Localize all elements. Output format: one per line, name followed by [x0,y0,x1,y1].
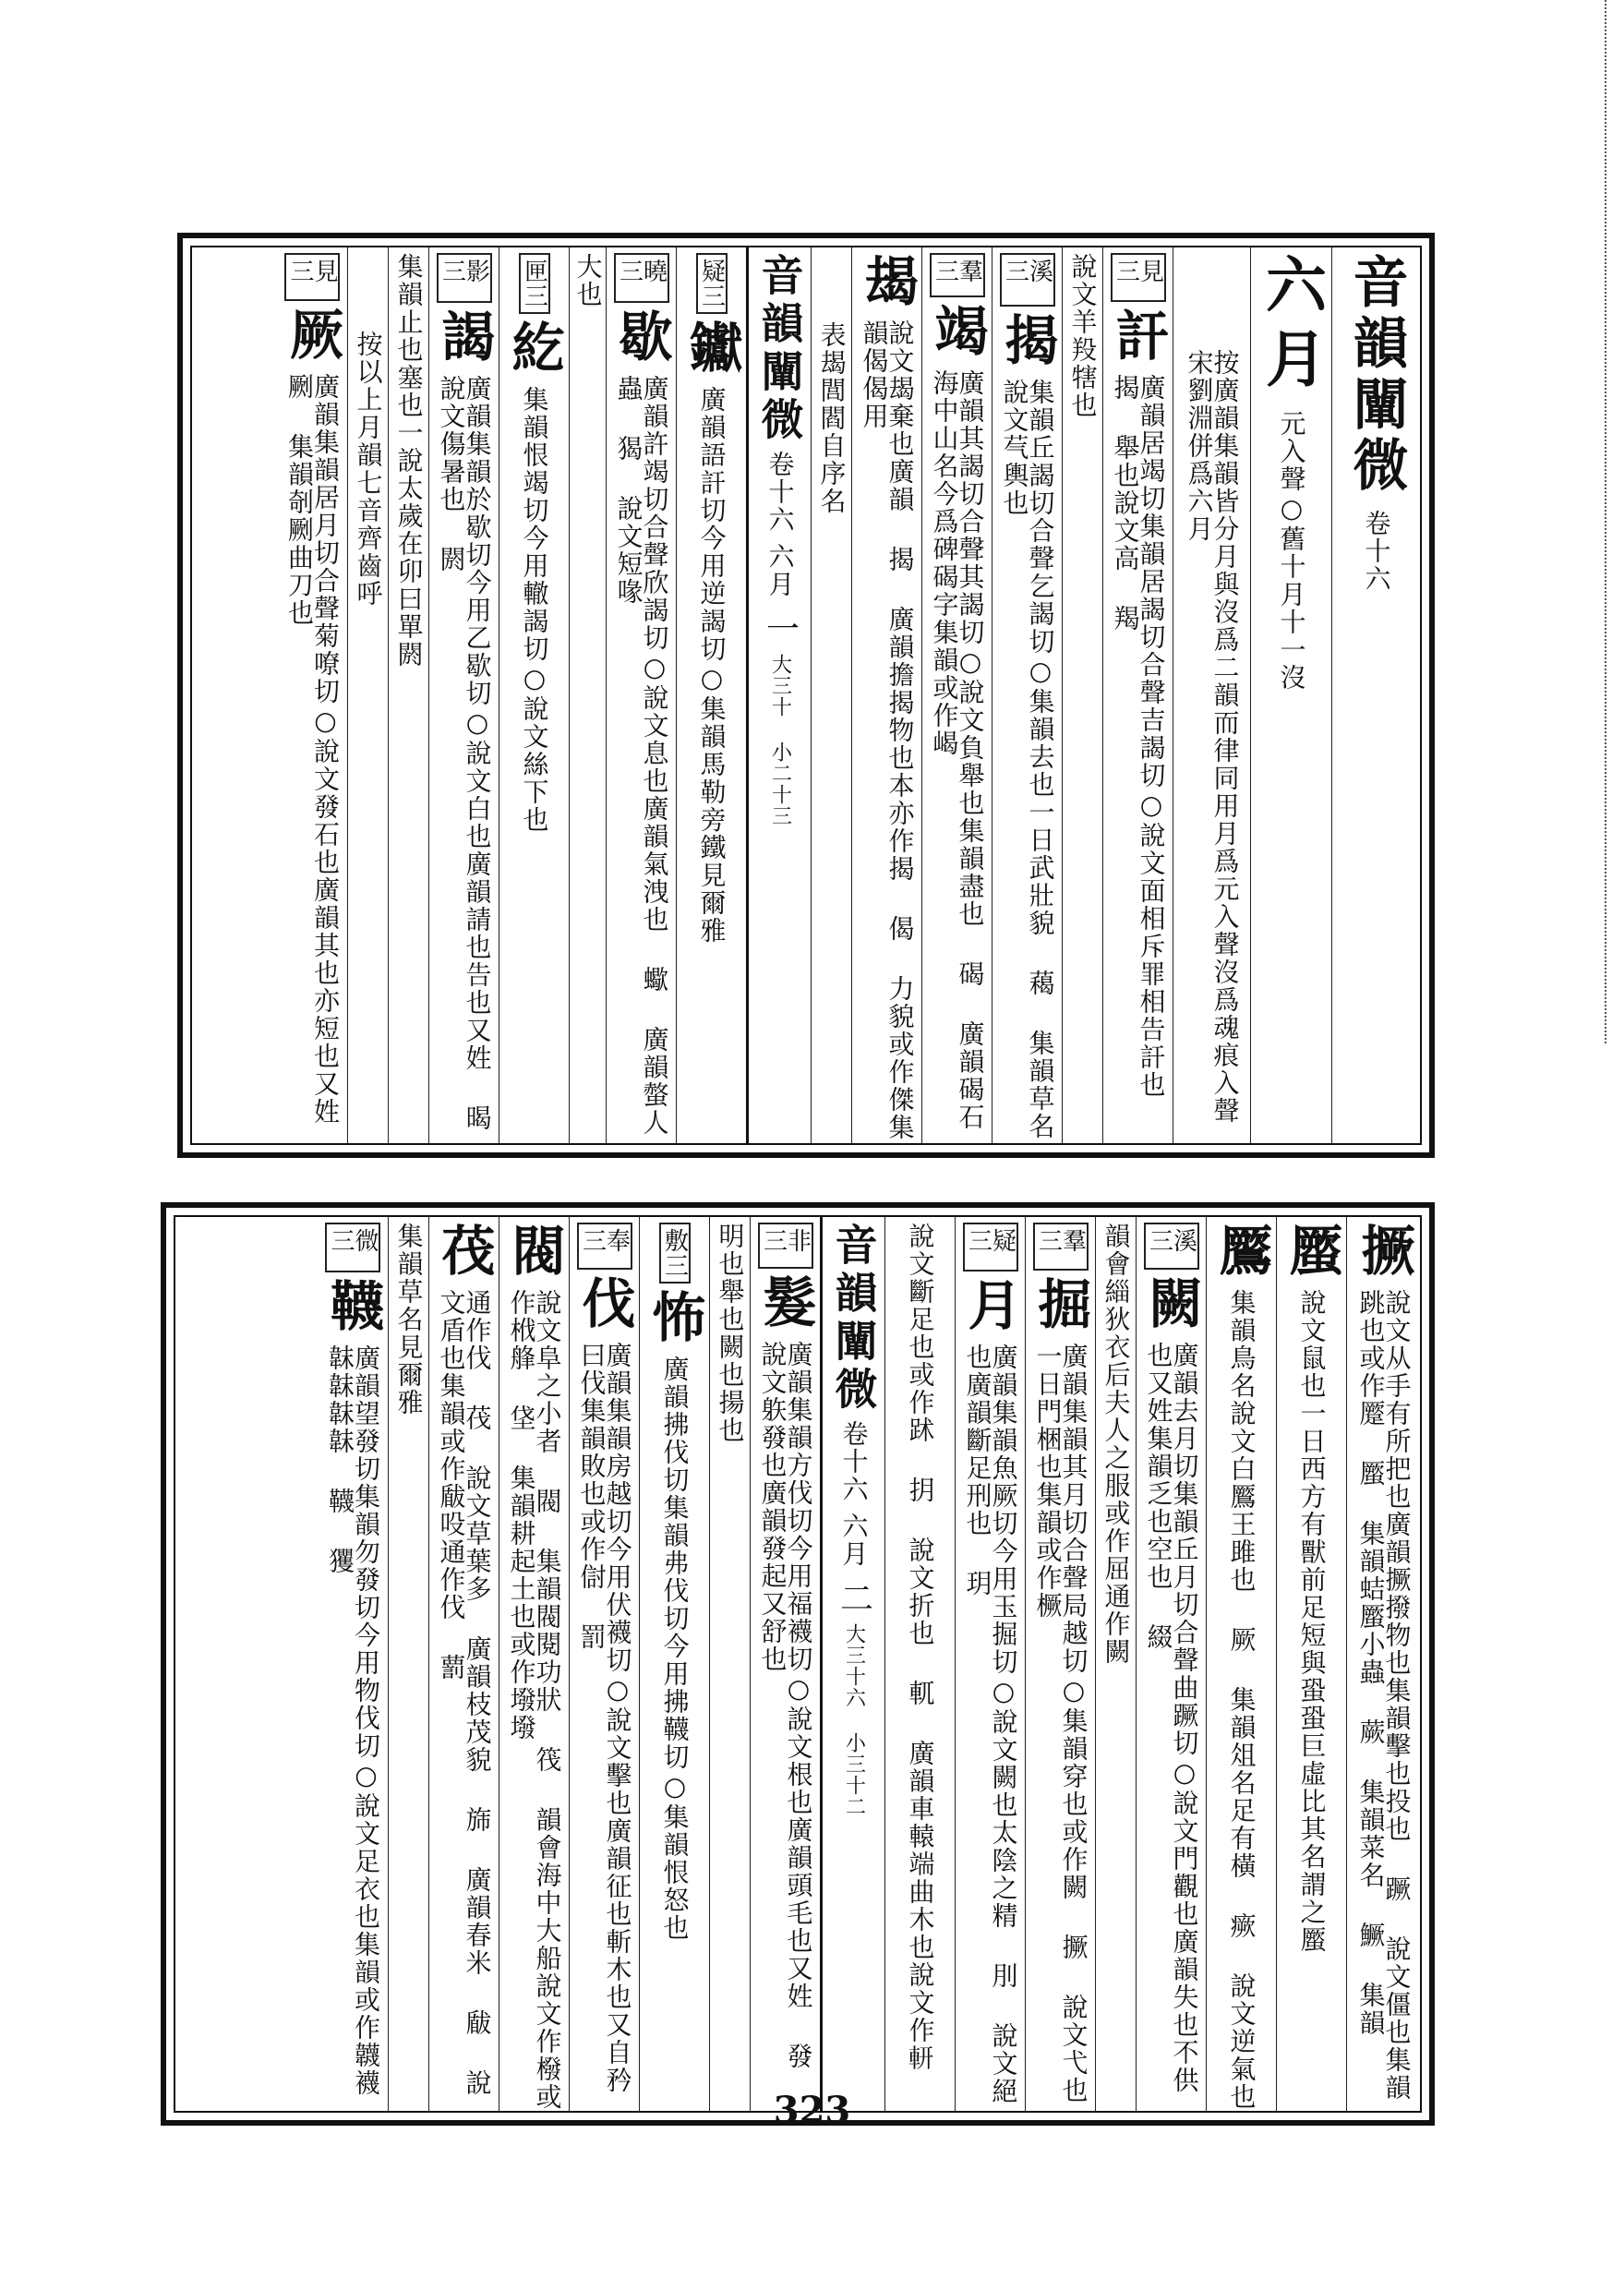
initial-label: 微三 [325,1223,380,1272]
gloss-text: 廣韻望發切集韻勿發切今用物伐切○說文足衣也集韻或作韤襪韎韎韎韎 韈 玃 [325,1344,381,2098]
initial-label: 影三 [437,253,492,303]
gloss-text: 廣韻集韻於歇切今用乙歇切○說文白也廣韻請也告也又姓 暍 說文傷暑也 閼 [436,374,493,1132]
entry-column [1136,1217,1206,2111]
rime-header: 六月 [1255,253,1328,401]
initial-label: 非三 [758,1223,813,1269]
initial-label: 見三 [1111,253,1166,302]
gloss-text: 說文鼠也一日西方有獸前足短與蛩蛩巨虛比其名謂之蟨 [1296,1289,1328,1954]
head-character: 钀 [680,319,743,386]
entry-column [606,247,676,1143]
upper-page-columns [192,247,1420,1143]
gloss-text: 說文斷足也或作䟣 抈 說文折也 軏 廣韻車轅端曲木也說文作𨊻 [905,1223,936,2072]
gloss-text: 廣韻去月切集韻丘月切合聲曲蹶切○說文門觀也廣韻失也不供也又姓集韻乏也空也 綴 [1143,1342,1200,2095]
head-character: 訐 [1106,307,1170,374]
gloss-text: 集韻止也塞也一說太歲在卯曰單閼 [393,253,425,669]
gloss-text: 大也 [572,253,604,308]
scan-edge-rule [1605,0,1610,1043]
fold-title: 音韻闡微 [754,253,805,445]
entry-column [277,247,347,1143]
head-character: 蟨 [1280,1223,1343,1289]
head-character: 歇 [609,307,673,375]
gloss-text: 廣韻其謁切合聲其謁切○說文負舉也集韻盡也 碣 廣韻碣石海中山名今爲碑碣字集韻或作嵑 [929,369,986,1132]
entry-column [1062,247,1102,1143]
entry-column [750,1217,820,2111]
entry-column [428,247,499,1143]
fold-section: 六月 [838,1513,870,1568]
gloss-text: 按以上月韻七音齊齒呼 [353,331,384,608]
gloss-text: 集韻恨竭切今用轍謁切○說文絲下也 [519,386,550,834]
fold-note: 大三十 小二十三 [768,654,792,826]
lower-page [161,1202,1435,2126]
gloss-text: 廣韻集韻魚厥切今用玉掘切○說文闕也太陰之精 刖 說文絕也廣韻斷足刑也 玥 [962,1343,1019,2105]
head-character: 怖 [643,1289,706,1356]
center-fold [746,247,811,1143]
head-character: 韈 [321,1278,384,1345]
entry-column [811,247,851,1143]
intro-note-column [1173,247,1250,1143]
upper-page [177,233,1435,1158]
initial-label: 溪三 [1000,253,1055,307]
initial-label: 奉三 [577,1223,632,1270]
initial-label: 羣三 [930,253,985,297]
gloss-text: 集韻丘謁切合聲乞謁切○集韻去也一日武壯貌 藒 集韻草名說文芞輿也 [999,378,1056,1140]
head-character: 髮 [753,1274,817,1341]
entry-column [569,247,606,1143]
entry-column [851,247,921,1143]
entry-column [347,247,388,1143]
volume-label: 卷十六 [1361,510,1392,593]
fold-leaf: 二 [835,1581,873,1616]
gloss-text: 通作伐 茷 說文草葉多 廣韻枝茂貌 旆 廣韻春米 瞂 說文盾也集韻或作瞂吺通作伐 藅 [436,1289,493,2097]
gloss-text: 集韻草名見爾雅 [393,1223,425,1416]
initial-label: 匣三 [519,253,550,314]
gloss-text: 表朅閭閻自序名 [816,321,848,515]
entry-column [639,1217,709,2111]
entry-column [1206,1217,1276,2111]
entry-column [709,1217,750,2111]
entry-column [428,1217,499,2111]
gloss-text: 說文羊羖犗也 [1067,253,1099,419]
gloss-text: 廣韻許竭切合聲欣謁切○說文息也廣韻氣洩也 蠍 廣韻螫人蟲 猲 說文短喙 [613,374,670,1137]
head-character: 揭 [995,311,1059,379]
gloss-text: 說文朅棄也廣韻 揭 廣韻擔揭物也本亦作揭 偈 力貌或作傑集韻偈偈用 [859,319,916,1141]
entry-column [676,247,746,1143]
head-character: 撅 [1352,1223,1415,1289]
initial-label: 敷三 [659,1223,691,1284]
entry-column [921,247,992,1143]
gloss-text: 說文阜之小者 閥 集韻閥閱功狀 筏 韻會海中大船說文作橃或作栰艂 垡 集韻耕起土也或作墢墢 [506,1289,563,2111]
entry-column [992,247,1062,1143]
book-title: 音韻闡微 [1343,253,1409,497]
entry-column [1095,1217,1136,2111]
initial-label: 見三 [284,253,340,301]
fold-section: 六月 [764,543,796,598]
entry-column [388,247,428,1143]
rime-header-note: 元入聲○舊十月十一沒 [1276,410,1307,692]
head-character: 月 [958,1276,1022,1344]
initial-label: 溪三 [1144,1223,1199,1270]
gloss-text: 明也舉也闕也揚也 [715,1223,746,1444]
lower-page-columns [175,1217,1420,2111]
initial-label: 曉三 [614,253,669,303]
head-character: 伐 [572,1275,636,1343]
gloss-text: 廣韻語訐切今用逆謁切○集韻馬勒旁鐵見爾雅 [696,386,728,945]
head-character: 紇 [502,319,566,386]
gloss-text: 廣韻集韻方伐切今用福襪切○說文根也廣韻頭毛也又姓 發 說文䠶發也廣韻發起又舒也 [757,1341,814,2070]
fold-volume: 卷十六 [838,1420,870,1503]
entry-column [1025,1217,1095,2111]
head-character: 竭 [925,303,989,370]
entry-column [569,1217,639,2111]
rime-header-column [1250,247,1331,1143]
head-character: 朅 [855,253,919,319]
entry-column [1276,1217,1346,2111]
title-column [1331,247,1420,1143]
entry-column [318,1217,388,2111]
gloss-text: 韻會緇狄衣后夫人之服或作屈通作闕 [1101,1223,1132,1666]
fold-note: 大三十六 小三十二 [842,1623,866,1817]
head-character: 鷢 [1209,1223,1273,1289]
entry-column [499,1217,569,2111]
fold-leaf: 一 [761,611,800,646]
entry-column [884,1217,955,2111]
head-character: 茷 [432,1223,496,1289]
gloss-text: 廣韻集韻房越切今用伏襪切○說文擊也廣韻征也斬木也又自矜曰伐集韻敗也或作傠 罰 [576,1342,633,2095]
center-fold [820,1217,884,2111]
fold-title: 音韻闡微 [828,1223,879,1415]
head-character: 掘 [1029,1275,1092,1343]
initial-label: 羣三 [1033,1223,1089,1271]
gloss-text: 集韻鳥名說文白鷢王雎也 厥 集韻俎名足有橫 瘚 說文逆氣也 [1226,1289,1257,2111]
intro-note: 按廣韻集韻皆分月與沒爲二韻而律同用月爲元入聲沒爲魂痕入聲宋劉淵併爲六月 [1184,349,1241,1125]
entry-column [955,1217,1025,2111]
head-character: 閥 [502,1223,566,1289]
entry-column [1346,1217,1420,2111]
initial-label: 疑三 [963,1223,1018,1272]
head-character: 闕 [1139,1275,1203,1343]
gloss-text: 廣韻居竭切集韻居謁切合聲吉謁切○說文面相斥罪相告訐也 揭 舉也說文高 羯 [1110,373,1167,1099]
page-number: 323 [773,2089,851,2132]
head-character: 謁 [432,307,496,375]
gloss-text: 廣韻集韻居月切合聲菊嘹切○說文發石也廣韻其也亦短也又姓 劂 集韻剞劂曲刀也 [284,373,341,1127]
fold-volume: 卷十六 [764,451,796,534]
gloss-text: 廣韻拂伐切集韻弗伐切今用拂韈切○集韻恨怒也 [659,1356,691,1942]
gloss-text: 廣韻集韻其月切合聲局越切○集韻穿也或作闕 撅 說文弋也一日門梱也集韻或作橛 [1032,1342,1089,2104]
head-character: 厥 [281,307,343,374]
entry-column [499,247,569,1143]
initial-label: 疑三 [696,253,728,314]
entry-column [1102,247,1173,1143]
gloss-text: 說文从手有所把也廣韻撅撥物也集韻擊也投也 蹶 說文僵也集韻跳也或作蹷 蟨 集韻蛣蟨小蟲 蕨 集韻菜名 鱖 集韻 [1355,1289,1413,2102]
entry-column [388,1217,428,2111]
